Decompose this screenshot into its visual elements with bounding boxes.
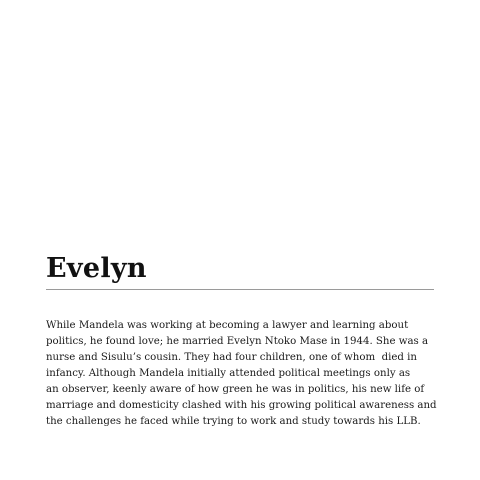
paragraph-line: politics, he found love; he married Evelyn Ntoko Mase in 1944. She was a [46,336,429,347]
paragraph-line: the challenges he faced while trying to work and study towards his LLB. [46,416,421,427]
paragraph-line: marriage and domesticity clashed with his growing political awareness and [46,400,437,411]
paragraph-line: nurse and Sisulu’s cousin. They had four children, one of whom died in [46,352,417,363]
paragraph-line: While Mandela was working at becoming a lawyer and learning about [46,320,409,331]
body-paragraph [46,318,446,430]
section-title: Evelyn [46,253,147,284]
paragraph-line: infancy. Although Mandela initially attended political meetings only as [46,368,411,379]
title-divider [46,289,434,290]
paragraph-line: an observer, keenly aware of how green he was in politics, his new life of [46,384,425,395]
